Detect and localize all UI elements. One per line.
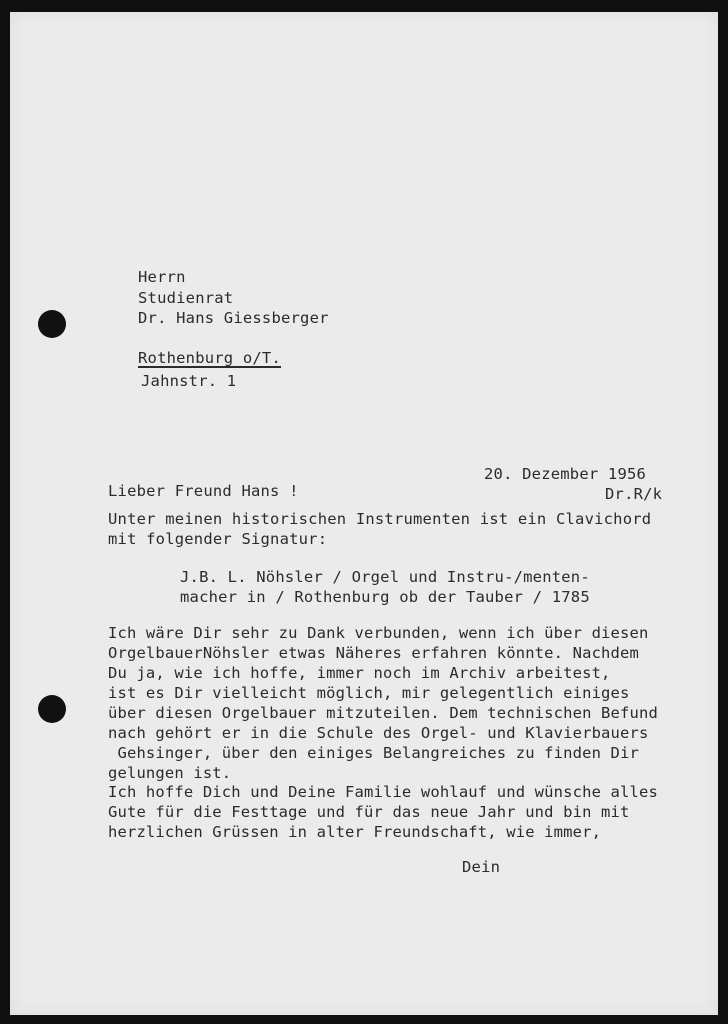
body-line-6: nach gehört er in die Schule des Orgel- und Klavierbauers bbox=[108, 724, 649, 742]
body-line-10: Gute für die Festtage und für das neue Jahr und bin mit bbox=[108, 803, 630, 821]
address-street: Jahnstr. 1 bbox=[141, 372, 237, 390]
address-line-3: Dr. Hans Giessberger bbox=[138, 309, 329, 327]
letter-date: 20. Dezember 1956 bbox=[484, 465, 647, 483]
intro-line-2: mit folgender Signatur: bbox=[108, 530, 328, 548]
body-line-9: Ich hoffe Dich und Deine Familie wohlauf und wünsche alles bbox=[108, 783, 658, 801]
quote-line-1: J.B. L. Nöhsler / Orgel und Instru-/menten- bbox=[180, 568, 590, 586]
body-line-3: Du ja, wie ich hoffe, immer noch im Archiv arbeitest, bbox=[108, 664, 611, 682]
body-line-8: gelungen ist. bbox=[108, 764, 232, 782]
salutation: Lieber Freund Hans ! bbox=[108, 482, 299, 500]
body-line-5: über diesen Orgelbauer mitzuteilen. Dem technischen Befund bbox=[108, 704, 658, 722]
body-line-7: Gehsinger, über den einiges Belangreiches zu finden Dir bbox=[108, 744, 639, 762]
reference-mark: Dr.R/k bbox=[605, 485, 663, 503]
address-city: Rothenburg o/T. bbox=[138, 349, 281, 367]
body-line-1: Ich wäre Dir sehr zu Dank verbunden, wenn ich über diesen bbox=[108, 624, 649, 642]
punch-hole-lower bbox=[38, 695, 66, 723]
punch-hole-upper bbox=[38, 310, 66, 338]
body-line-11: herzlichen Grüssen in alter Freundschaft, wie immer, bbox=[108, 823, 602, 841]
address-line-2: Studienrat bbox=[138, 289, 234, 307]
letter-sheet bbox=[10, 12, 718, 1015]
closing: Dein bbox=[462, 858, 501, 876]
body-line-2: OrgelbauerNöhsler etwas Näheres erfahren könnte. Nachdem bbox=[108, 644, 639, 662]
intro-line-1: Unter meinen historischen Instrumenten ist ein Clavichord bbox=[108, 510, 652, 528]
address-line-1: Herrn bbox=[138, 268, 186, 286]
quote-line-2: macher in / Rothenburg ob der Tauber / 1785 bbox=[180, 588, 590, 606]
body-line-4: ist es Dir vielleicht möglich, mir gelegentlich einiges bbox=[108, 684, 630, 702]
